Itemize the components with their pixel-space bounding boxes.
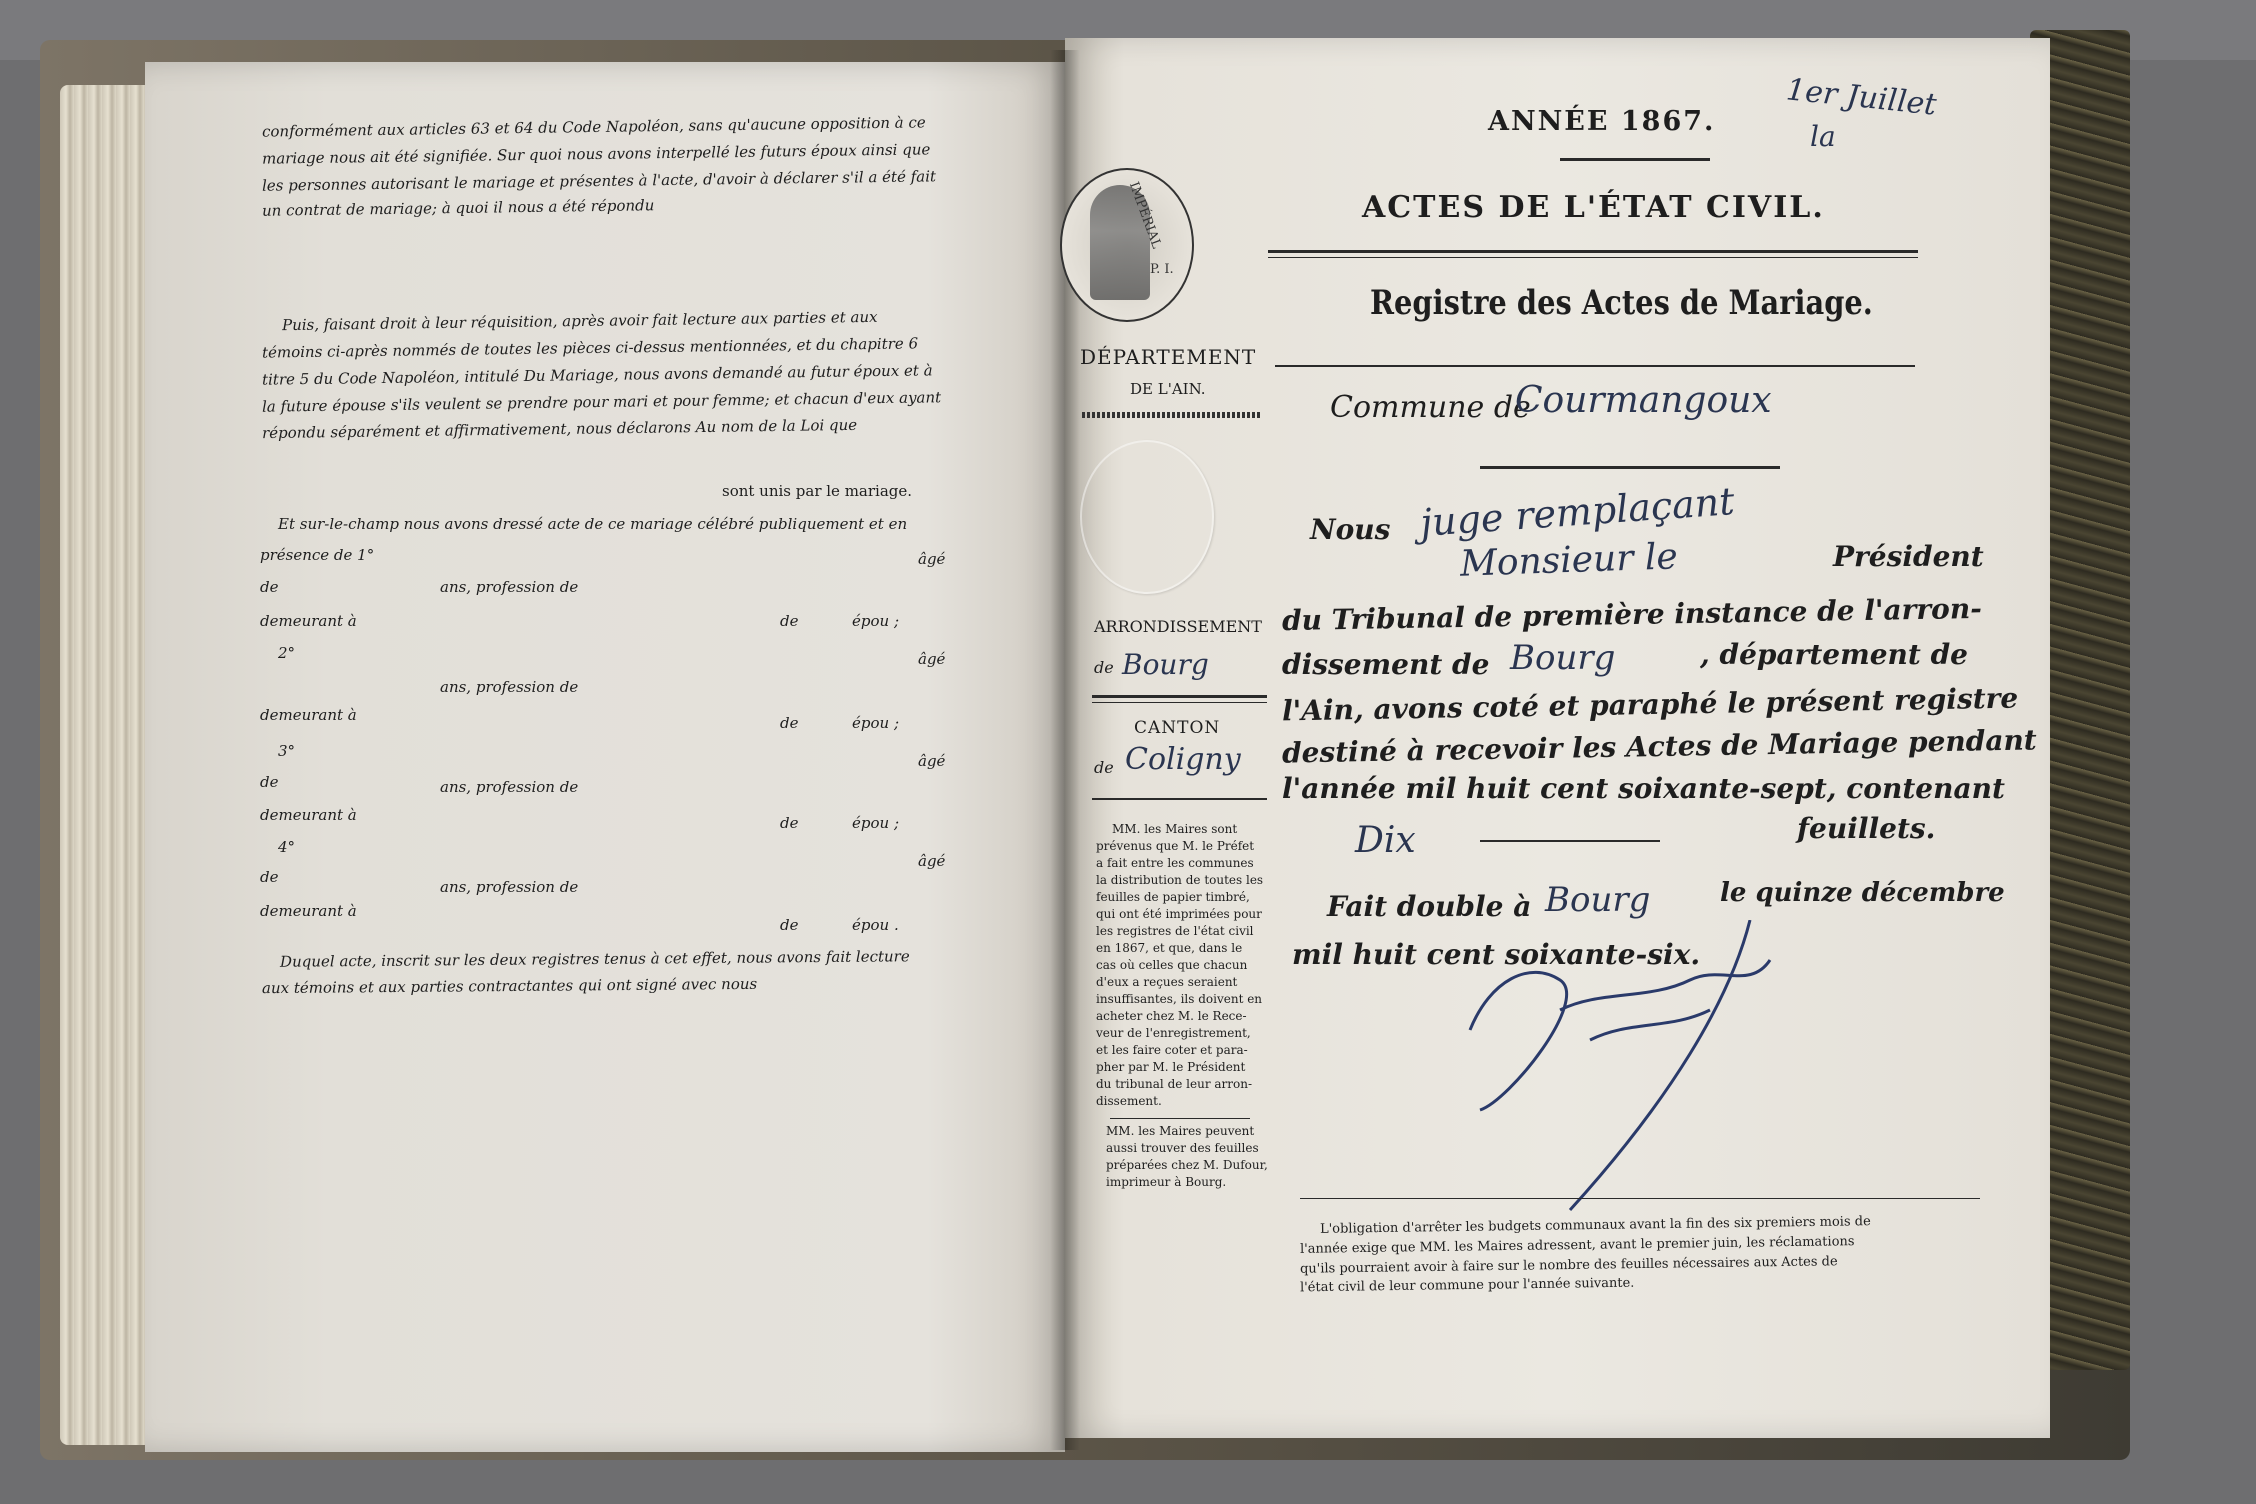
canton-de: de bbox=[1094, 758, 1114, 777]
arrondissement-de: de bbox=[1094, 658, 1114, 677]
para3-line: Et sur-le-champ nous avons dressé acte de ce mariage célébré publiquement et en bbox=[278, 515, 908, 533]
wave-rule bbox=[1082, 412, 1262, 418]
footer-line: l'état civil de leur commune pour l'année suivante. bbox=[1299, 1275, 1635, 1296]
fait-double-label: Fait double à bbox=[1327, 890, 1532, 923]
arrondissement-label: ARRONDISSEMENT bbox=[1094, 617, 1262, 636]
final-line: Duquel acte, inscrit sur les deux registres tenus à cet effet, nous avons fait lecture bbox=[279, 947, 910, 971]
signature bbox=[1450, 920, 1870, 1220]
witness1-label: présence de 1° bbox=[260, 546, 375, 564]
year-heading: ANNÉE 1867. bbox=[1488, 106, 1716, 137]
demeurant-label: demeurant à bbox=[260, 706, 357, 724]
age-label: âgé bbox=[918, 752, 946, 770]
note-line: du tribunal de leur arron- bbox=[1096, 1077, 1253, 1091]
rule bbox=[1092, 702, 1267, 703]
fill-rule bbox=[1480, 840, 1660, 842]
de-label: de bbox=[780, 814, 799, 832]
note-line: dissement. bbox=[1096, 1094, 1162, 1108]
epou-label: épou ; bbox=[852, 714, 899, 732]
de-label: de bbox=[780, 714, 799, 732]
note-line: prévenus que M. le Préfet bbox=[1096, 839, 1255, 853]
nous-label: Nous bbox=[1310, 513, 1391, 546]
footer-line: l'année exige que MM. les Maires adressent, avant le premier juin, les réclamations bbox=[1299, 1234, 1855, 1257]
registre-heading: Registre des Actes de Mariage. bbox=[1370, 283, 1873, 323]
dissement-label: dissement de bbox=[1282, 648, 1490, 681]
handwritten-date-suffix: la bbox=[1810, 120, 1836, 153]
witness4-label: 4° bbox=[278, 838, 296, 856]
rule bbox=[1092, 798, 1267, 800]
profession-label: ans, profession de bbox=[440, 678, 579, 696]
fait-handwritten: Bourg bbox=[1545, 880, 1651, 920]
commune-label: Commune de bbox=[1330, 390, 1531, 425]
footer-line: qu'ils pourraient avoir à faire sur le nombre des feuilles nécessaires aux Actes de bbox=[1299, 1254, 1838, 1277]
epou-label: épou ; bbox=[852, 612, 899, 630]
witness3-label: 3° bbox=[278, 742, 296, 760]
commune-handwritten: Courmangoux bbox=[1515, 380, 1772, 421]
double-rule bbox=[1268, 250, 1918, 253]
note-line: a fait entre les communes bbox=[1096, 856, 1254, 870]
canton-handwritten: Coligny bbox=[1125, 742, 1241, 777]
embossed-seal bbox=[1080, 440, 1214, 594]
note-line: MM. les Maires peuvent bbox=[1106, 1124, 1255, 1138]
annee-line: l'année mil huit cent soixante-sept, contenant bbox=[1282, 772, 2005, 805]
demeurant-label: demeurant à bbox=[260, 612, 357, 630]
note-line: feuilles de papier timbré, bbox=[1096, 890, 1250, 904]
seal-letters: P. I. bbox=[1150, 262, 1174, 277]
ain-line: l'Ain, avons coté et paraphé le présent registre bbox=[1281, 681, 2019, 728]
age-label: âgé bbox=[918, 550, 946, 568]
note-line: veur de l'enregistrement, bbox=[1096, 1026, 1251, 1040]
feuillets-handwritten: Dix bbox=[1355, 820, 1416, 861]
nous-handwritten: juge remplaçant bbox=[1418, 479, 1736, 545]
para2-line: répondu séparément et affirmativement, nous déclarons Au nom de la Loi que bbox=[261, 415, 858, 443]
para1-line: un contrat de mariage; à quoi il nous a été répondu bbox=[261, 196, 655, 220]
president-label: Président bbox=[1833, 540, 1984, 573]
para2-line: la future épouse s'ils veulent se prendre pour mari et pour femme; et chacun d'eux ayant bbox=[261, 388, 942, 416]
departement-de-label: , département de bbox=[1700, 638, 1968, 671]
note-line: préparées chez M. Dufour, bbox=[1106, 1158, 1268, 1172]
note-line: en 1867, et que, dans le bbox=[1096, 941, 1243, 955]
profession-label: ans, profession de bbox=[440, 878, 579, 896]
para2-line: témoins ci-après nommés de toutes les pièces ci-dessus mentionnées, et du chapitre 6 bbox=[261, 334, 919, 362]
arrondissement-handwritten: Bourg bbox=[1122, 648, 1209, 681]
handwritten-date: 1er Juillet bbox=[1784, 72, 1939, 123]
para1-line: mariage nous ait été signifiée. Sur quoi nous avons interpellé les futurs époux ainsi que bbox=[261, 140, 931, 168]
demeurant-label: demeurant à bbox=[260, 806, 357, 824]
seal-text: IMPÉRIAL bbox=[1125, 180, 1164, 251]
note-line: d'eux a reçues seraient bbox=[1096, 975, 1238, 989]
final-line: aux témoins et aux parties contractantes qui ont signé avec nous bbox=[261, 974, 758, 998]
rule bbox=[1110, 1118, 1250, 1119]
witness2-label: 2° bbox=[278, 644, 296, 662]
de-label: de bbox=[260, 578, 279, 596]
destine-line: destiné à recevoir les Actes de Mariage pendant bbox=[1281, 723, 2037, 770]
demeurant-label: demeurant à bbox=[260, 902, 357, 920]
note-line: aussi trouver des feuilles bbox=[1106, 1141, 1259, 1155]
footer-line: L'obligation d'arrêter les budgets communaux avant la fin des six premiers mois de bbox=[1319, 1214, 1871, 1237]
para2-line: titre 5 du Code Napoléon, intitulé Du Mariage, nous avons demandé au futur époux et à bbox=[261, 361, 933, 389]
footer-rule bbox=[1300, 1198, 1980, 1199]
dissement-handwritten: Bourg bbox=[1510, 638, 1616, 678]
note-line: imprimeur à Bourg. bbox=[1106, 1175, 1227, 1189]
note-line: la distribution de toutes les bbox=[1096, 873, 1264, 887]
ornament-rule bbox=[1480, 466, 1780, 469]
ornament-rule bbox=[1560, 158, 1710, 161]
rule bbox=[1092, 695, 1267, 698]
para1-line: les personnes autorisant le mariage et présentes à l'acte, d'avoir à déclarer s'il a été fait bbox=[261, 167, 937, 195]
de-label: de bbox=[260, 868, 279, 886]
note-line: qui ont été imprimées pour bbox=[1096, 907, 1262, 921]
de-label: de bbox=[260, 773, 279, 791]
epou-label: épou ; bbox=[852, 814, 899, 832]
feuillets-label: feuillets. bbox=[1797, 812, 1936, 845]
note-line: acheter chez M. le Rece- bbox=[1096, 1009, 1247, 1023]
age-label: âgé bbox=[918, 650, 946, 668]
epou-label: épou . bbox=[852, 916, 899, 934]
actes-heading: ACTES DE L'ÉTAT CIVIL. bbox=[1362, 190, 1825, 225]
rule bbox=[1275, 365, 1915, 367]
profession-label: ans, profession de bbox=[440, 578, 579, 596]
canton-label: CANTON bbox=[1134, 718, 1221, 738]
double-rule bbox=[1268, 257, 1918, 258]
le-quinze-label: le quinze décembre bbox=[1720, 878, 2005, 908]
mil-huit-line: mil huit cent soixante-six. bbox=[1292, 938, 1701, 971]
note-line: pher par M. le Président bbox=[1096, 1060, 1246, 1074]
profession-label: ans, profession de bbox=[440, 778, 579, 796]
para2-line: Puis, faisant droit à leur réquisition, après avoir fait lecture aux parties et aux bbox=[281, 307, 878, 335]
tribunal-line: du Tribunal de première instance de l'arron- bbox=[1281, 591, 1983, 638]
para1-line: conformément aux articles 63 et 64 du Code Napoléon, sans qu'aucune opposition à ce bbox=[261, 113, 926, 141]
note-line: MM. les Maires sont bbox=[1112, 822, 1238, 836]
departement-label: DÉPARTEMENT bbox=[1080, 345, 1257, 369]
note-line: les registres de l'état civil bbox=[1096, 924, 1254, 938]
department-name: DE L'AIN. bbox=[1130, 380, 1206, 398]
note-line: insuffisantes, ils doivent en bbox=[1096, 992, 1263, 1006]
de-label: de bbox=[780, 916, 799, 934]
note-line: et les faire coter et para- bbox=[1096, 1043, 1248, 1057]
note-line: cas où celles que chacun bbox=[1096, 958, 1248, 972]
de-label: de bbox=[780, 612, 799, 630]
age-label: âgé bbox=[918, 852, 946, 870]
nous-handwritten-2: Monsieur le bbox=[1459, 536, 1679, 585]
unis-text: sont unis par le mariage. bbox=[722, 482, 913, 500]
